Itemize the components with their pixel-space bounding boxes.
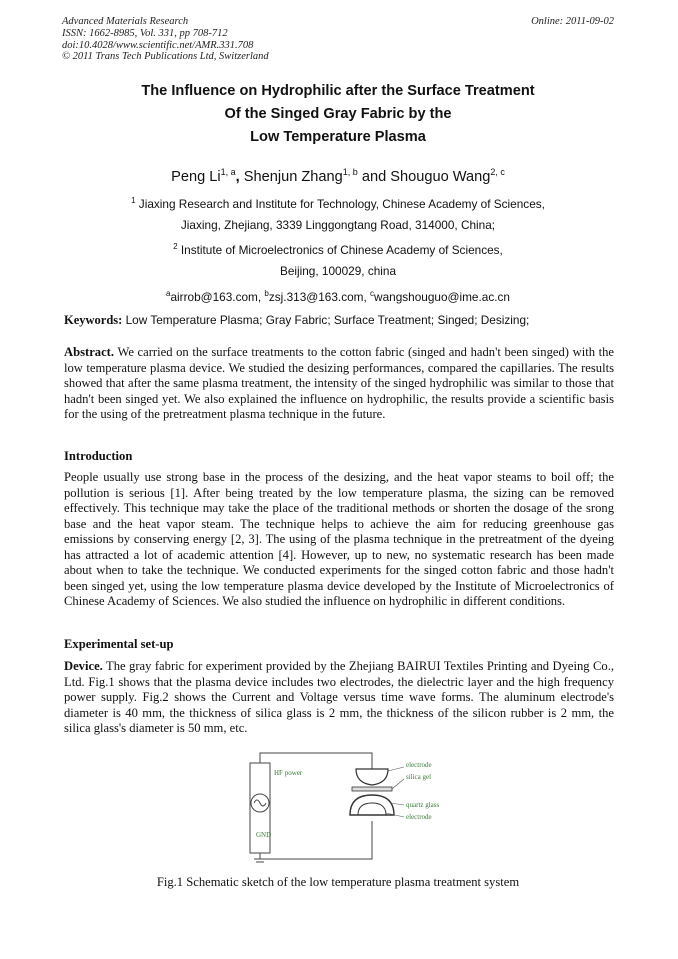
affiliation-2-line-2: Beijing, 100029, china (279, 264, 397, 279)
abstract-label: Abstract. (64, 345, 115, 359)
journal-header (62, 16, 614, 63)
hf-power-label: HF power (274, 769, 303, 777)
keywords-text: Low Temperature Plasma; Gray Fabric; Surface Treatment; Singed; Desizing; (125, 313, 530, 327)
affiliation-number: 1 (131, 196, 136, 205)
journal-name: Advanced Materials Research (62, 16, 189, 27)
title-line-1: The Influence on Hydrophilic after the Surface Treatment (141, 83, 535, 99)
wire-bottom (260, 821, 372, 859)
affiliation-text: Jiaxing Research and Institute for Technology, Chinese Academy of Sciences, (138, 196, 545, 211)
figure-caption: Fig.1 Schematic sketch of the low temperature plasma treatment system (156, 875, 520, 889)
device-paragraph (64, 659, 614, 737)
author-name: Shouguo Wang (390, 168, 491, 185)
doi-line[interactable]: doi:10.4028/www.scientific.net/AMR.331.708 (62, 39, 254, 51)
author-name: Peng Li (171, 168, 221, 185)
device-label: Device. (64, 659, 103, 673)
author-affil-mark: 1, b (342, 167, 358, 177)
plasma-system-schematic (232, 745, 452, 865)
author-affil-mark: 2, c (490, 167, 505, 177)
author-separator: , (235, 168, 240, 185)
keywords (64, 313, 616, 328)
label-electrode-bottom: electrode (406, 813, 432, 821)
quartz-glass-dome (350, 795, 394, 815)
wire-top (260, 753, 372, 769)
gnd-label: GND (256, 831, 272, 839)
author-list (62, 163, 614, 186)
email-c[interactable]: wangshouguo@ime.ac.cn (374, 289, 510, 304)
device-text: The gray fabric for experiment provided by the Zhejiang BAIRUI Textiles Printing and Dyeing Co., Ltd. Fig.1 shows that the plasma device includes two electrodes, the dielectric layer and the high frequency power supply. Fig.2 shows the Current and Voltage versus time wave forms. The aluminum electrode's diameter is 40 mm, the thickness of silica glass is 2 mm, the thickness of the silicon rubber is 2 mm, the silica glass's diameter is 50 mm, etc. (64, 659, 614, 735)
keywords-label: Keywords: (64, 313, 123, 327)
label-quartz-glass: quartz glass (406, 801, 440, 809)
author-affil-mark: 1, a (220, 167, 236, 177)
introduction-heading: Introduction (64, 449, 133, 463)
paper-title (62, 80, 614, 149)
email-b[interactable]: zsj.313@163.com, (268, 289, 367, 304)
author-name: Shenjun Zhang (243, 168, 343, 185)
online-date: Online: 2011-09-02 (531, 16, 614, 27)
title-line-2: Of the Singed Gray Fabric by the (224, 106, 452, 122)
title-line-3: Low Temperature Plasma (250, 129, 426, 145)
affiliations (62, 190, 614, 308)
affiliation-1-line-1 (62, 190, 614, 215)
issn-line: ISSN: 1662-8985, Vol. 331, pp 708-712 (62, 27, 228, 39)
email-line: $^a$airrob@163.com, $^b$zsj.313@163.com, $^c$wangshouguo@ime.ac.cn (166, 288, 510, 304)
abstract (64, 345, 614, 423)
introduction-text: People usually use strong base in the process of the desizing, and the heat vapor steams to boil off; the pollution is serious [1]. After being treated by the low temperature plasma, the sizing can be removed effectively. This technique may take the place of the traditional methods or shorten the dosage of the srong base and the heat vapor steam. The technique helps to achieve the aim for reducing greenhouse gas emissions by conserving energy [2, 3]. The using of the plasma technique in the pretreatment of the dyeing has attracted a lot of academic attention [4]. However, up to new, no systematic research has been made about when to take the technique. We conducted experiments for the singed cotton fabric and those hadn't been singed yet, using the low temperature plasma device developed by the Institute of Microelectronics of Chinese Academy of Sciences. We also studied the influence on hydrophilic in different conditions. (64, 470, 614, 608)
sine-wave-icon (254, 800, 266, 806)
copyright-line: © 2011 Trans Tech Publications Ltd, Switzerland (62, 51, 269, 63)
affiliation-2-line-1 (62, 236, 614, 261)
label-electrode-top: electrode (406, 761, 432, 769)
silica-gel-layer (352, 787, 392, 791)
label-silica-gel: silica gel (406, 773, 432, 781)
top-electrode (356, 769, 388, 785)
email-a[interactable]: airrob@163.com, (170, 289, 262, 304)
affiliation-text: Institute of Microelectronics of Chinese Academy of Sciences, (180, 243, 503, 258)
bottom-electrode (358, 803, 386, 815)
abstract-text: We carried on the surface treatments to the cotton fabric (singed and hadn't been singed) with the low temperature plasma device. We studied the desizing performances, compared the capillaries. The results showed that after the same plasma treatment, the intensity of the singed hydrophilic was similar to those that hadn't been singed yet. We also explained the influence on hydrophilic, the results provide a scientific basis for the using of the pretreatment plasma technique in the future. (64, 345, 615, 421)
affiliation-1-line-2: Jiaxing, Zhejiang, 3339 Linggongtang Road, 314000, China; (180, 218, 496, 233)
affiliation-number: 2 (173, 242, 178, 252)
experimental-heading: Experimental set-up (64, 637, 174, 651)
author-separator: and (357, 168, 387, 185)
